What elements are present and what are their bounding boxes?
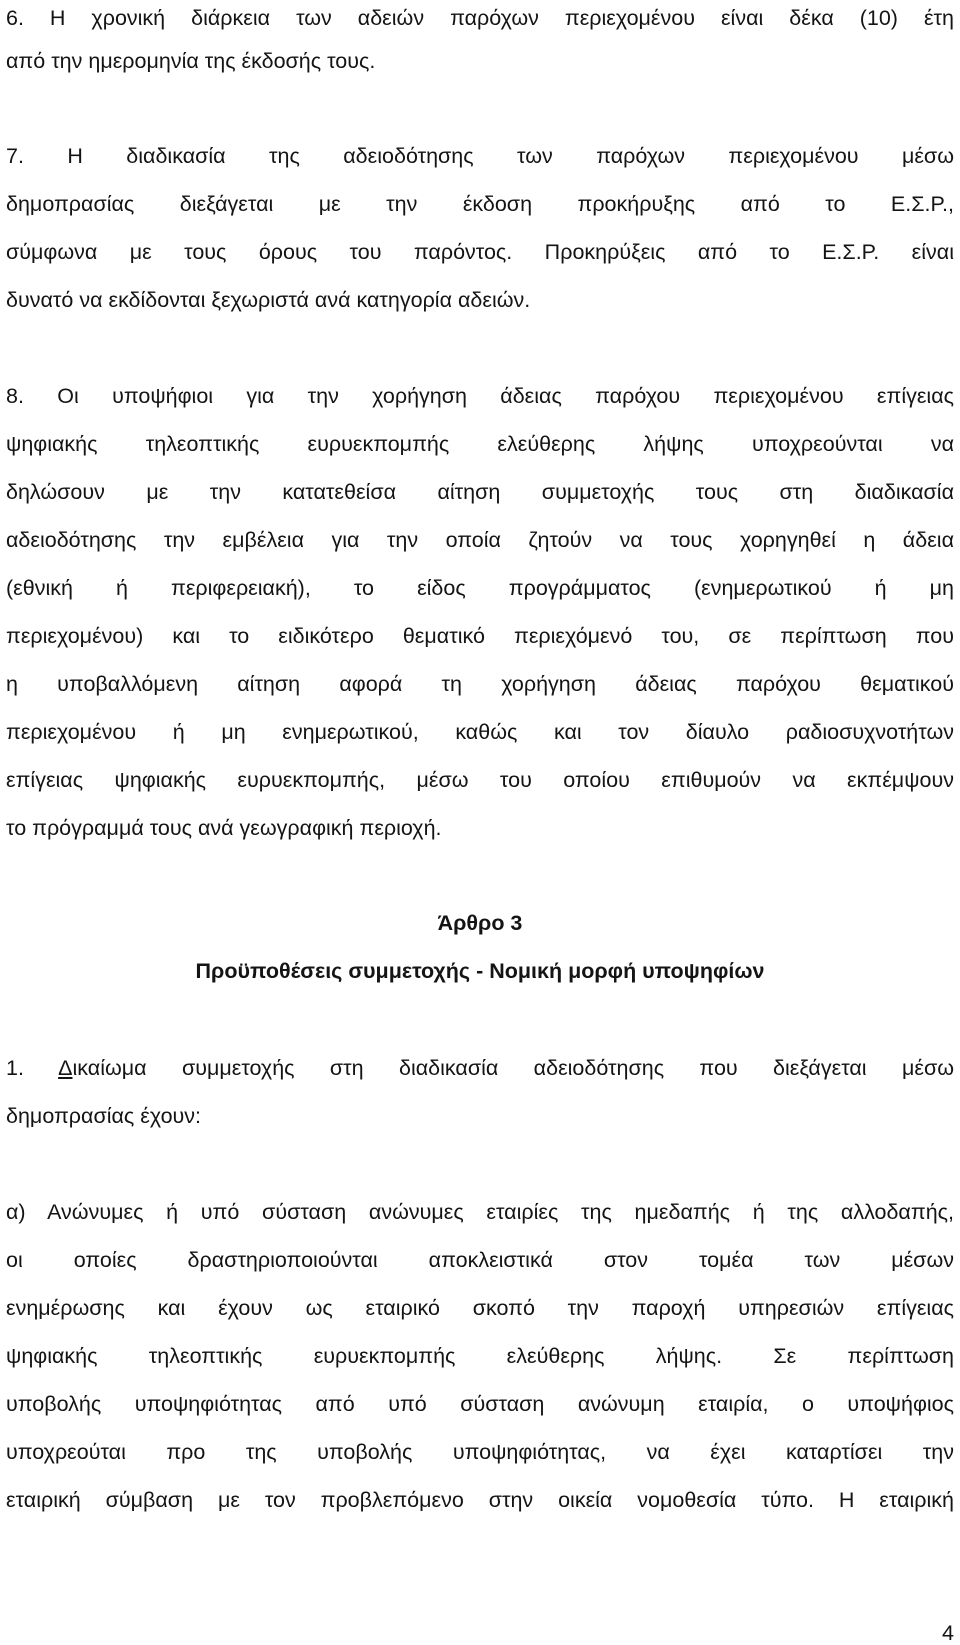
article-title: Προϋποθέσεις συμμετοχής - Νομική μορφή υποψηφίων <box>195 959 765 983</box>
paragraph-8-line-4: αδειοδότησης την εμβέλεια για την οποία ζητούν να τους χορηγηθεί η άδεια <box>6 528 954 552</box>
paragraph-1-line-1-text: ικαίωμα συμμετοχής στη διαδικασία αδειοδότησης που διεξάγεται μέσω <box>72 1056 954 1080</box>
page-number: 4 <box>942 1621 954 1645</box>
paragraph-7-line-4: δυνατό να εκδίδονται ξεχωριστά ανά κατηγορία αδειών. <box>6 288 531 312</box>
paragraph-6-line-2: από την ημερομηνία της έκδοσής τους. <box>6 49 376 73</box>
paragraph-8-line-7: η υποβαλλόμενη αίτηση αφορά τη χορήγηση άδειας παρόχου θεματικού <box>6 672 954 696</box>
paragraph-6-line-1: 6. Η χρονική διάρκεια των αδειών παρόχων περιεχομένου είναι δέκα (10) έτη <box>6 6 954 30</box>
paragraph-7-line-3: σύμφωνα με τους όρους του παρόντος. Προκηρύξεις από το Ε.Σ.Ρ. είναι <box>6 240 954 264</box>
paragraph-1-line-1 <box>6 1053 954 1083</box>
paragraph-8-line-9: επίγειας ψηφιακής ευρυεκπομπής, μέσω του οποίου επιθυμούν να εκπέμψουν <box>6 768 954 792</box>
paragraph-8-line-5: (εθνική ή περιφερειακή), το είδος προγράμματος (ενημερωτικού ή μη <box>6 576 954 600</box>
paragraph-8-line-1: 8. Οι υποψήφιοι για την χορήγηση άδειας παρόχου περιεχομένου επίγειας <box>6 384 954 408</box>
item-a-line-6: υποχρεούται προ της υποβολής υποψηφιότητας, να έχει καταρτίσει την <box>6 1440 954 1464</box>
paragraph-8-line-2: ψηφιακής τηλεοπτικής ευρυεκπομπής ελεύθερης λήψης υποχρεούνται να <box>6 432 954 456</box>
item-a-line-7: εταιρική σύμβαση με τον προβλεπόμενο στην οικεία νομοθεσία τύπο. Η εταιρική <box>6 1488 954 1512</box>
item-a-line-4: ψηφιακής τηλεοπτικής ευρυεκπομπής ελεύθερης λήψης. Σε περίπτωση <box>6 1344 954 1368</box>
item-a-line-2: οι οποίες δραστηριοποιούνται αποκλειστικά στον τομέα των μέσων <box>6 1248 954 1272</box>
paragraph-8-line-6: περιεχομένου) και το ειδικότερο θεματικό περιεχόμενό του, σε περίπτωση που <box>6 624 954 648</box>
paragraph-1-line-2: δημοπρασίας έχουν: <box>6 1104 202 1128</box>
item-a-line-3: ενημέρωσης και έχουν ως εταιρικό σκοπό την παροχή υπηρεσιών επίγειας <box>6 1296 954 1320</box>
paragraph-1-underlined-letter: Δ <box>58 1056 73 1080</box>
paragraph-8-line-3: δηλώσουν με την κατατεθείσα αίτηση συμμετοχής τους στη διαδικασία <box>6 480 954 504</box>
paragraph-8-line-8: περιεχομένου ή μη ενημερωτικού, καθώς και τον δίαυλο ραδιοσυχνοτήτων <box>6 720 954 744</box>
paragraph-7-line-1: 7. Η διαδικασία της αδειοδότησης των παρόχων περιεχομένου μέσω <box>6 144 954 168</box>
item-a-line-1: α) Ανώνυμες ή υπό σύσταση ανώνυμες εταιρίες της ημεδαπής ή της αλλοδαπής, <box>6 1200 954 1224</box>
item-a-line-5: υποβολής υποψηφιότητας από υπό σύσταση ανώνυμη εταιρία, ο υποψήφιος <box>6 1392 954 1416</box>
paragraph-1-number: 1. <box>6 1056 59 1080</box>
article-number: Άρθρο 3 <box>437 911 523 935</box>
paragraph-8-line-10: το πρόγραμμά τους ανά γεωγραφική περιοχή. <box>6 816 442 840</box>
paragraph-7-line-2: δημοπρασίας διεξάγεται με την έκδοση προκήρυξης από το Ε.Σ.Ρ., <box>6 192 954 216</box>
